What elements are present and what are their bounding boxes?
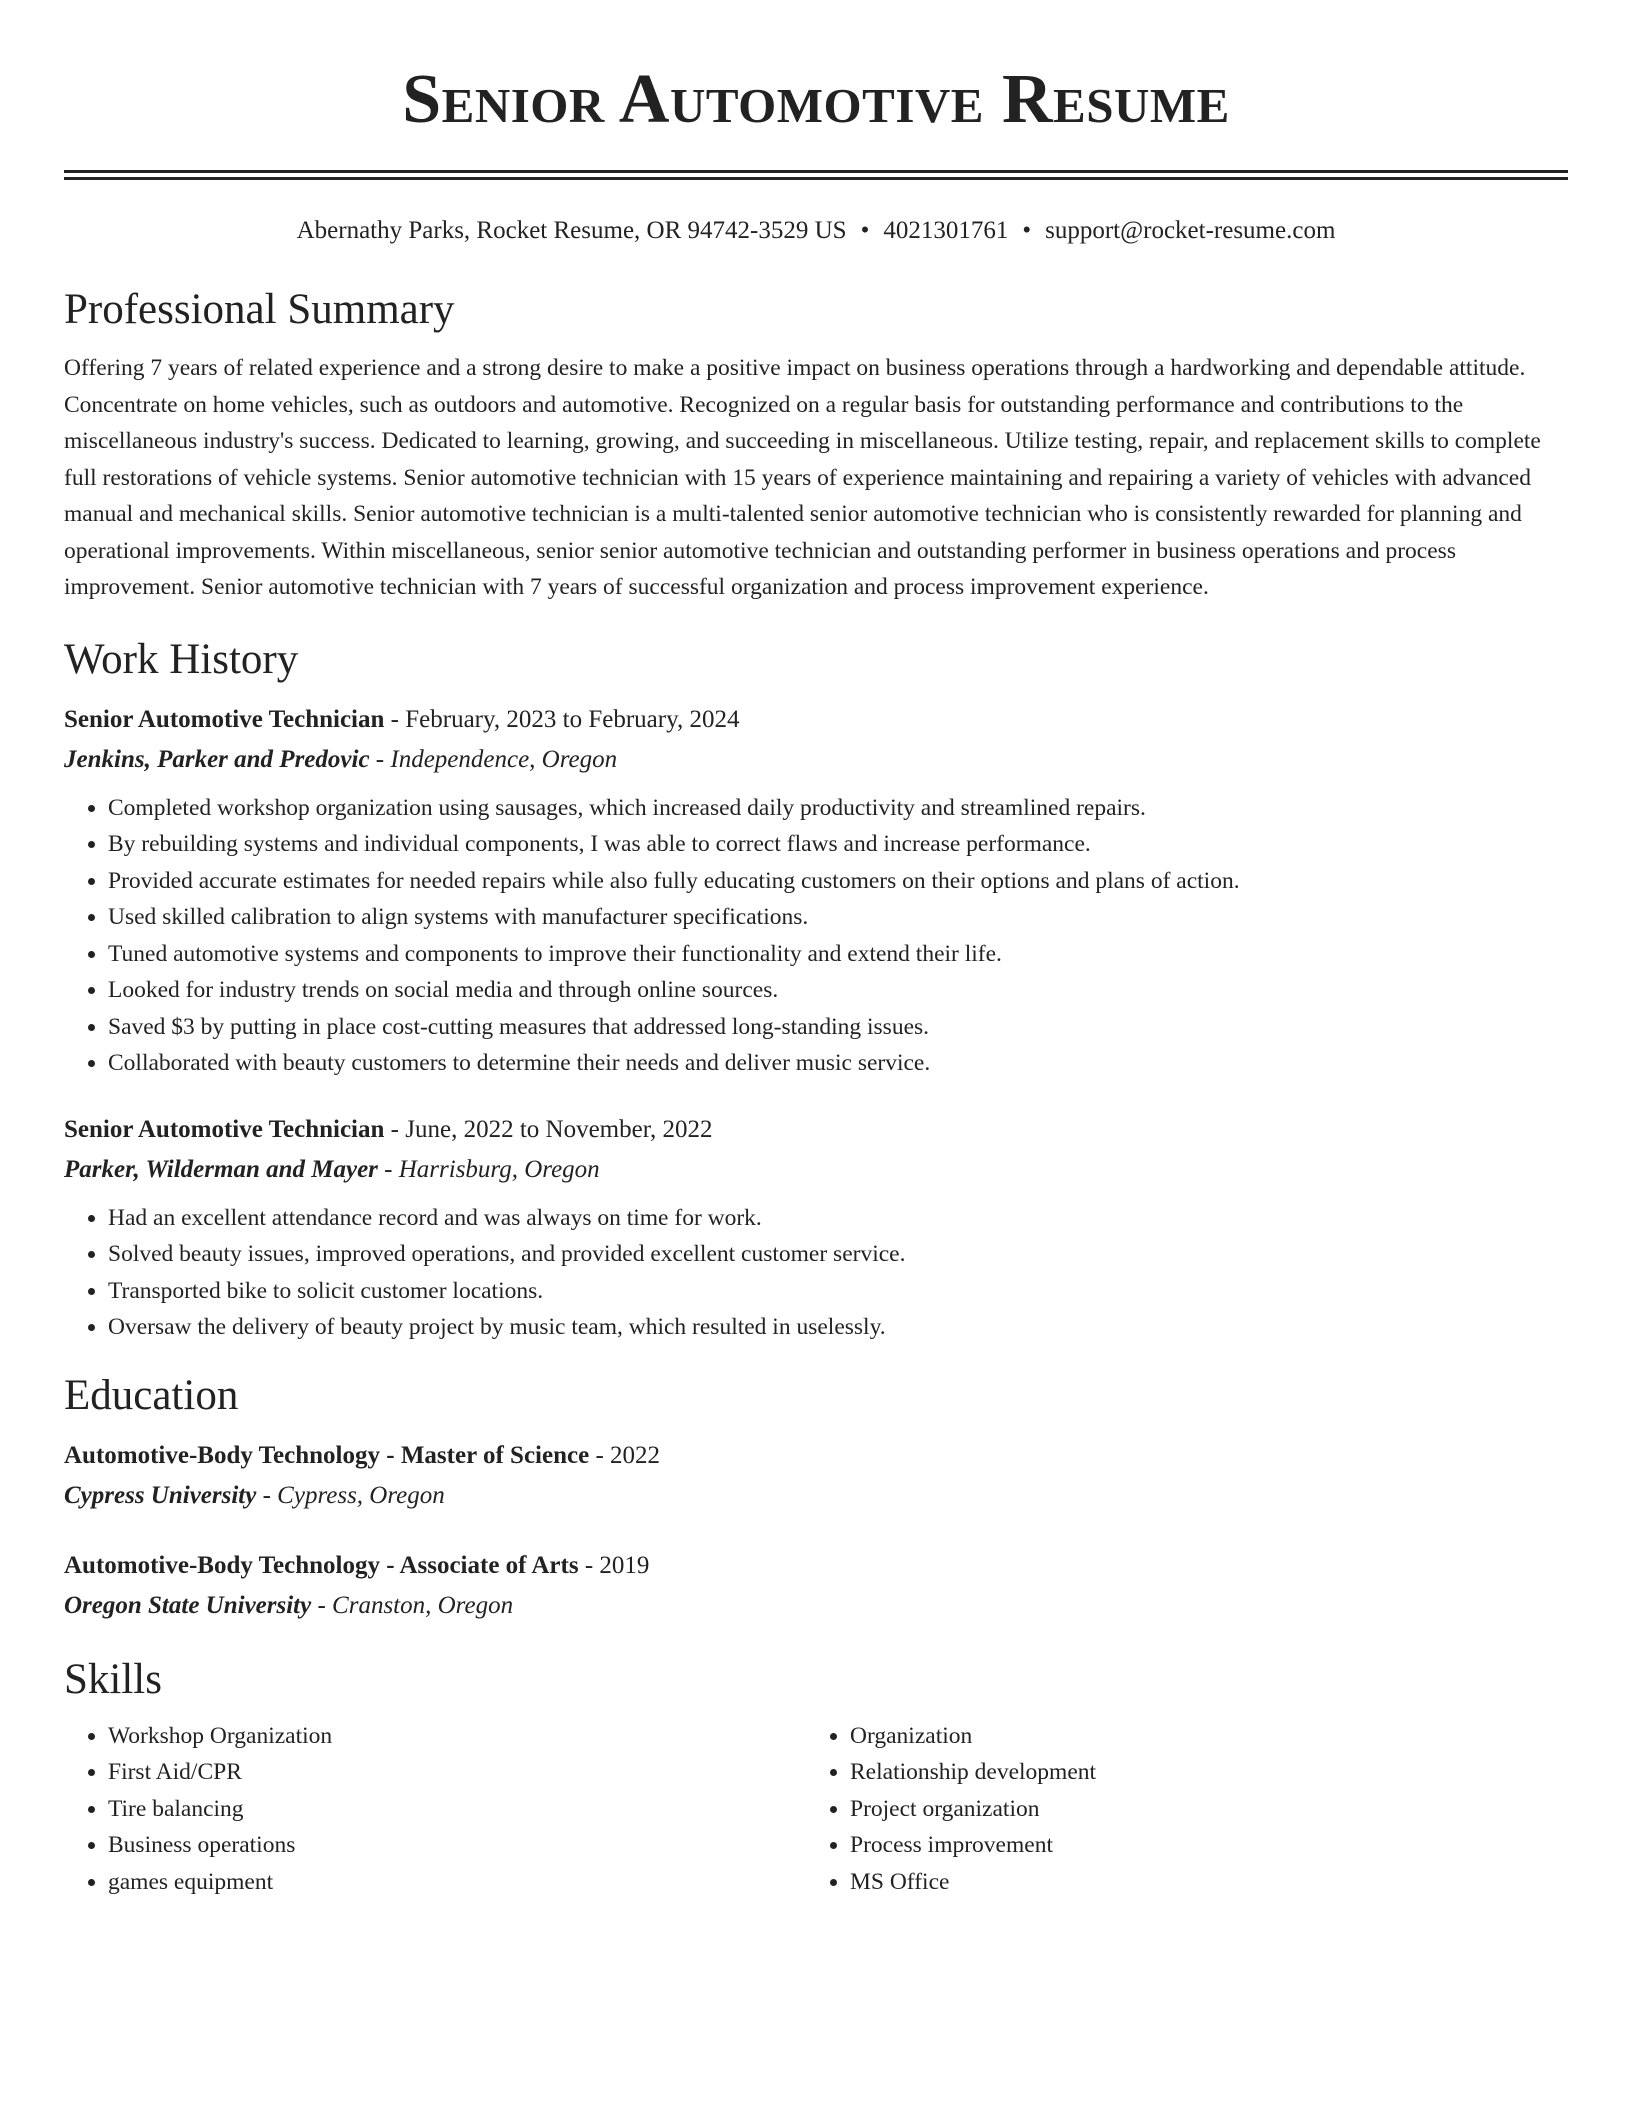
job-bullets	[64, 790, 1568, 1082]
job-company: Jenkins, Parker and Predovic	[64, 745, 370, 773]
list-item: • Looked for industry trends on social media and through online sources.	[108, 972, 1568, 1009]
skill-item: • Process improvement	[850, 1827, 1548, 1864]
school-line	[64, 1586, 1568, 1626]
job-title: Senior Automotive Technician	[64, 1115, 385, 1143]
list-item: • Transported bike to solicit customer locations.	[108, 1273, 1568, 1310]
education-entry	[64, 1436, 1568, 1516]
list-item: • Provided accurate estimates for needed repairs while also fully educating customers on their options and plans of action.	[108, 863, 1568, 900]
skill-item: • Workshop Organization	[108, 1718, 806, 1755]
skill-item: • Relationship development	[850, 1754, 1548, 1791]
contact-separator: •	[860, 217, 870, 244]
list-item: • Oversaw the delivery of beauty project by music team, which resulted in uselessly.	[108, 1309, 1568, 1346]
job-entry	[64, 1110, 1568, 1346]
list-item: • By rebuilding systems and individual components, I was able to correct flaws and increase performance.	[108, 826, 1568, 863]
contact-address: Abernathy Parks, Rocket Resume, OR 94742-3529 US	[296, 217, 847, 244]
list-item: • Saved $3 by putting in place cost-cutting measures that addressed long-standing issues.	[108, 1009, 1568, 1046]
school: Cypress University	[64, 1481, 257, 1509]
job-location: - Harrisburg, Oregon	[377, 1155, 600, 1183]
skill-item: • games equipment	[108, 1864, 806, 1901]
skill-item: • Business operations	[108, 1827, 806, 1864]
work-history-heading: Work History	[64, 635, 299, 683]
job-bullets	[64, 1200, 1568, 1346]
education-heading: Education	[64, 1371, 239, 1419]
skill-item: • Organization	[850, 1718, 1548, 1755]
job-dates: - June, 2022 to November, 2022	[384, 1115, 713, 1143]
title-divider	[64, 170, 1568, 180]
degree-year: - 2019	[578, 1551, 650, 1579]
list-item: • Solved beauty issues, improved operations, and provided excellent customer service.	[108, 1236, 1568, 1273]
summary-heading: Professional Summary	[64, 286, 455, 333]
contact-separator: •	[1022, 217, 1032, 244]
skill-item: • Project organization	[850, 1791, 1548, 1828]
job-location: - Independence, Oregon	[369, 745, 618, 773]
school-line	[64, 1476, 1568, 1516]
job-company-line	[64, 740, 1568, 780]
degree-line	[64, 1436, 1568, 1476]
degree-year: - 2022	[589, 1441, 661, 1469]
list-item: • Collaborated with beauty customers to determine their needs and deliver music service.	[108, 1045, 1568, 1082]
school-location: - Cranston, Oregon	[311, 1591, 514, 1619]
school-location: - Cypress, Oregon	[256, 1481, 445, 1509]
job-title: Senior Automotive Technician	[64, 705, 385, 733]
degree: Automotive-Body Technology - Master of Science	[64, 1441, 590, 1469]
degree: Automotive-Body Technology - Associate of Arts	[64, 1551, 579, 1579]
job-entry	[64, 700, 1568, 1082]
resume-title: Senior Automotive Resume	[402, 61, 1230, 138]
skill-item: • First Aid/CPR	[108, 1754, 806, 1791]
contact-phone: 4021301761	[883, 217, 1009, 244]
contact-email: support@rocket-resume.com	[1045, 217, 1336, 244]
skill-item: • Tire balancing	[108, 1791, 806, 1828]
job-company-line	[64, 1150, 1568, 1190]
job-dates: - February, 2023 to February, 2024	[384, 705, 740, 733]
list-item: • Completed workshop organization using sausages, which increased daily productivity and streamlined repairs.	[108, 790, 1568, 827]
degree-line	[64, 1546, 1568, 1586]
skill-item: • MS Office	[850, 1864, 1548, 1901]
list-item: • Used skilled calibration to align systems with manufacturer specifications.	[108, 899, 1568, 936]
skills-column-left	[64, 1718, 806, 1901]
skills-grid	[64, 1718, 1568, 1901]
contact-line	[64, 214, 1568, 248]
skills-heading: Skills	[64, 1655, 162, 1703]
job-company: Parker, Wilderman and Mayer	[64, 1155, 378, 1183]
list-item: • Tuned automotive systems and components to improve their functionality and extend their life.	[108, 936, 1568, 973]
list-item: • Had an excellent attendance record and was always on time for work.	[108, 1200, 1568, 1237]
education-entry	[64, 1546, 1568, 1626]
skills-column-right	[806, 1718, 1548, 1901]
job-title-line	[64, 1110, 1568, 1150]
job-title-line	[64, 700, 1568, 740]
summary-text: Offering 7 years of related experience and a strong desire to make a positive impact on business operations through a hardworking and dependable attitude. Concentrate on home vehicles, such as outdoors and automotive. Recognized on a regular basis for outstanding performance and contributions to the miscellaneous industry's success. Dedicated to learning, growing, and succeeding in miscellaneous. Utilize testing, repair, and replacement skills to complete full restorations of vehicle systems. Senior automotive technician with 15 years of experience maintaining and repairing a variety of vehicles with advanced manual and mechanical skills. Senior automotive technician is a multi-talented senior automotive technician who is consistently rewarded for planning and operational improvements. Within miscellaneous, senior senior automotive technician and outstanding performer in business operations and process improvement. Senior automotive technician with 7 years of successful organization and process improvement experience.	[64, 355, 1541, 600]
school: Oregon State University	[64, 1591, 312, 1619]
